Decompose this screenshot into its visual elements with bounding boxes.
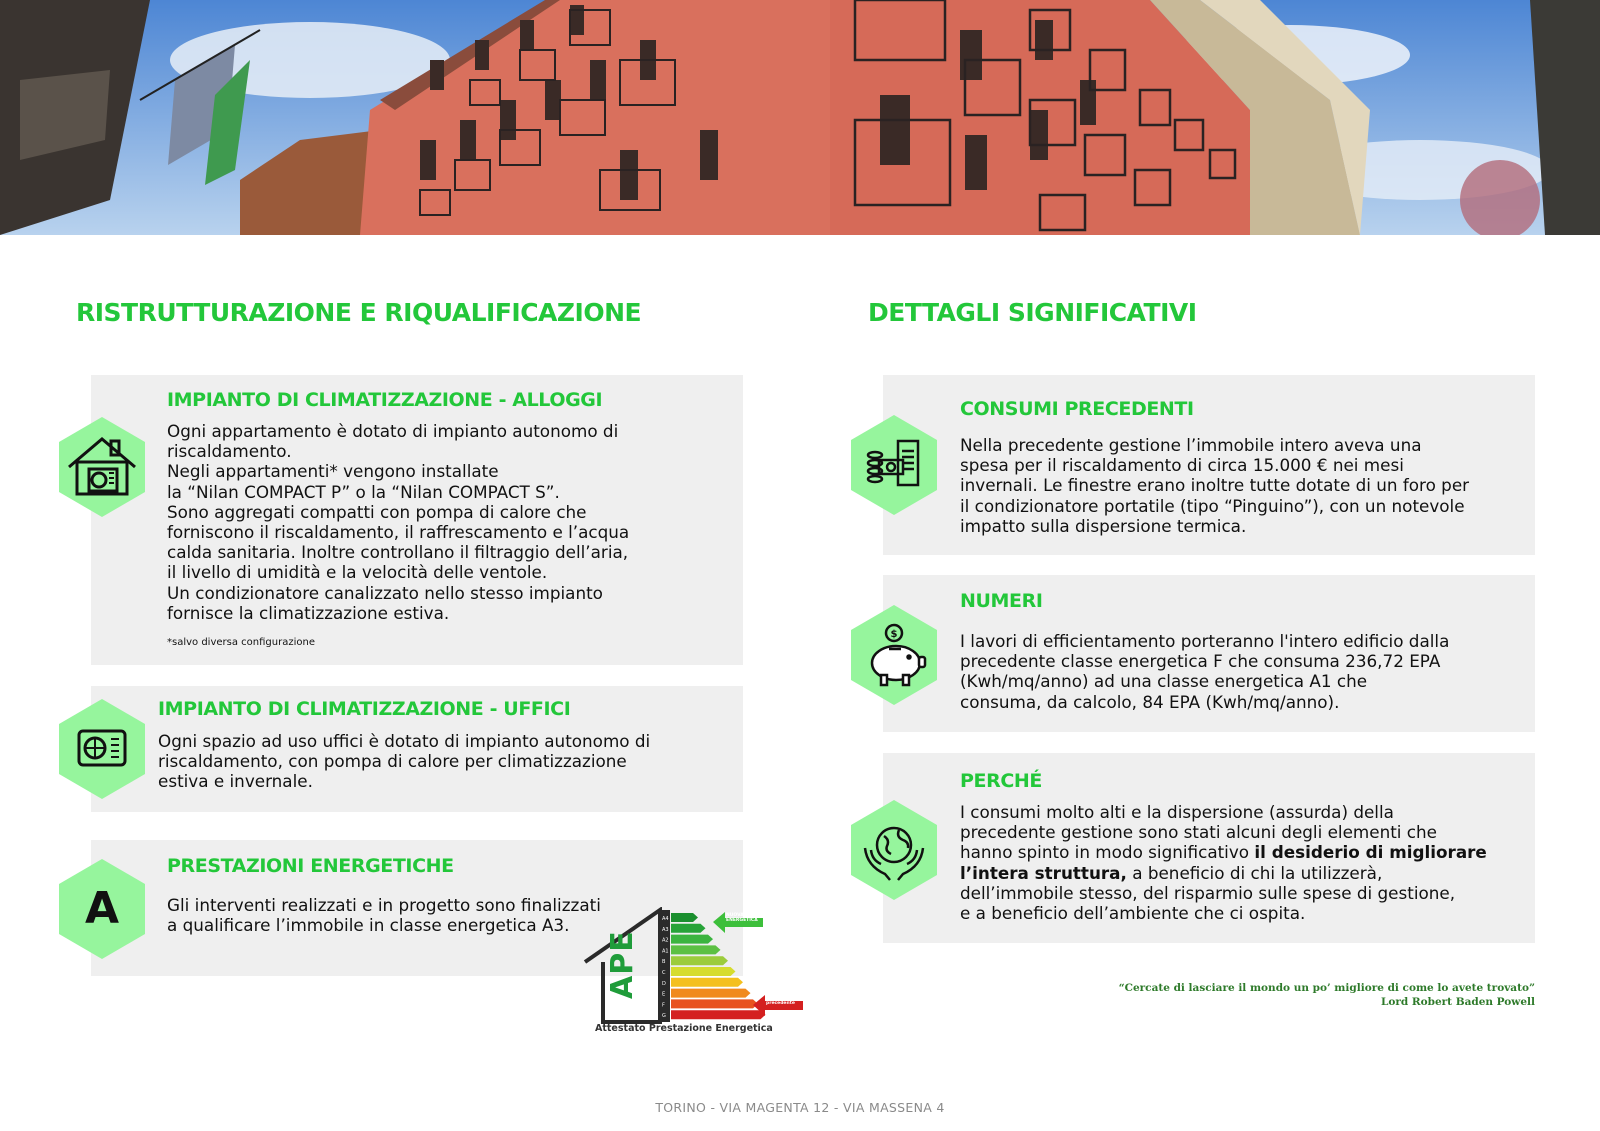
card-body-alloggi: Ogni appartamento è dotato di impianto autonomo di riscaldamento. Negli appartamenti* vengono installate la “Nilan COMPACT P” o la “Nilan COMPACT S”. Sono aggregati compatti con pompa di calore che forniscono il riscaldamento, il raffrescamento e l’acqua calda sanitaria. Inoltre controllano il filtraggio dell’aria, il livello di umidità e la velocità delle ventole. Un condizionatore canalizzato nello stesso impianto fornisce la climatizzazione estiva. bbox=[167, 421, 630, 623]
card-title-prestazioni: PRESTAZIONI ENERGETICHE bbox=[167, 855, 454, 877]
emphasis-text: l’intera struttura, bbox=[960, 862, 1127, 883]
energy-class-bar-c bbox=[671, 967, 736, 976]
footnote-configurazione: *salvo diversa configurazione bbox=[167, 637, 315, 648]
left-section-title: RISTRUTTURAZIONE E RIQUALIFICAZIONE bbox=[76, 298, 642, 327]
energy-class-label: B bbox=[662, 959, 666, 966]
hex-badge bbox=[851, 605, 937, 705]
card-body-uffici: Ogni spazio ad uso uffici è dotato di impianto autonomo di riscaldamento, con pompa di calore per climatizzazione estiva e invernale. bbox=[158, 731, 651, 792]
ape-caption: Attestato Prestazione Energetica bbox=[595, 1023, 773, 1034]
ape-logo-text: APE bbox=[605, 930, 640, 999]
footer-address: TORINO - VIA MAGENTA 12 - VIA MASSENA 4 bbox=[655, 1100, 945, 1115]
hex-badge bbox=[59, 417, 145, 517]
energy-class-bar-g bbox=[671, 1010, 766, 1019]
energy-class-bar-f bbox=[671, 999, 758, 1008]
svg-text:$: $ bbox=[890, 629, 898, 640]
hex-badge bbox=[59, 699, 145, 799]
card-title-alloggi: IMPIANTO DI CLIMATIZZAZIONE - ALLOGGI bbox=[167, 389, 603, 411]
hex-badge bbox=[59, 859, 145, 959]
card-body-prestazioni: Gli interventi realizzati e in progetto sono finalizzati a qualificare l’immobile in classe energetica A3. bbox=[167, 895, 601, 936]
energy-class-bar-a3 bbox=[671, 924, 706, 933]
ape-energy-certificate-logo bbox=[583, 907, 813, 1037]
energy-class-bar-a4 bbox=[671, 913, 698, 922]
energy-class-bar-a2 bbox=[671, 935, 713, 944]
card-title-consumi: CONSUMI PRECEDENTI bbox=[960, 398, 1194, 420]
new-class-label: NUOVA CLASSE ENERGETICA bbox=[726, 913, 765, 923]
energy-class-label: C bbox=[662, 970, 666, 976]
energy-class-label: G bbox=[662, 1013, 666, 1020]
energy-class-bar-a1 bbox=[671, 945, 721, 954]
energy-class-label: A2 bbox=[662, 937, 669, 944]
quote-author: Lord Robert Baden Powell bbox=[1380, 996, 1535, 1008]
hex-badge bbox=[851, 800, 937, 900]
energy-class-label: E bbox=[662, 991, 666, 998]
energy-class-label: A4 bbox=[662, 916, 669, 922]
energy-class-bar-d bbox=[671, 978, 743, 987]
quote-block bbox=[1119, 981, 1535, 1009]
energy-class-bar-b bbox=[671, 956, 728, 965]
card-body-perche: I consumi molto alti e la dispersione (assurda) della precedente gestione sono stati alcuni degli elementi che hanno spinto in modo significativo il desiderio di migliorare l’intera struttura, a beneficio di chi la utilizzerà, dell’immobile stesso, del risparmio sulle spese di gestione, e a beneficio dell’ambiente che ci ospita. bbox=[960, 802, 1487, 924]
energy-class-label: D bbox=[662, 980, 666, 987]
energy-class-label: A3 bbox=[662, 926, 669, 933]
card-title-perche: PERCHÉ bbox=[960, 770, 1042, 792]
card-body-consumi: Nella precedente gestione l’immobile intero aveva una spesa per il riscaldamento di circa 15.000 € nei mesi invernali. Le finestre erano inoltre tutte dotate di un foro per il condizionatore portatile (tipo “Pinguino”), con un notevole impatto sulla dispersione termica. bbox=[960, 435, 1470, 536]
right-section-title: DETTAGLI SIGNIFICATIVI bbox=[868, 298, 1197, 327]
old-class-label: Classe energetica precedente bbox=[766, 996, 812, 1006]
energy-class-label: F bbox=[662, 1002, 665, 1009]
card-title-numeri: NUMERI bbox=[960, 590, 1043, 612]
card-body-numeri: I lavori di efficientamento porteranno l'intero edificio dalla precedente classe energetica F che consuma 236,72 EPA (Kwh/mq/anno) ad una classe energetica A1 che consuma, da calcolo, 84 EPA (Kwh/mq/anno). bbox=[960, 631, 1450, 712]
energy-class-letter: A bbox=[84, 883, 120, 934]
energy-class-label: A1 bbox=[662, 948, 669, 955]
quote-text: “Cercate di lasciare il mondo un po’ migliore di come lo avete trovato” bbox=[1118, 982, 1535, 994]
energy-class-bar-e bbox=[671, 989, 751, 998]
hero-building-photo bbox=[0, 0, 1600, 235]
card-title-uffici: IMPIANTO DI CLIMATIZZAZIONE - UFFICI bbox=[158, 698, 571, 720]
emphasis-text: il desiderio di migliorare bbox=[1254, 842, 1487, 863]
hex-badge bbox=[851, 415, 937, 515]
